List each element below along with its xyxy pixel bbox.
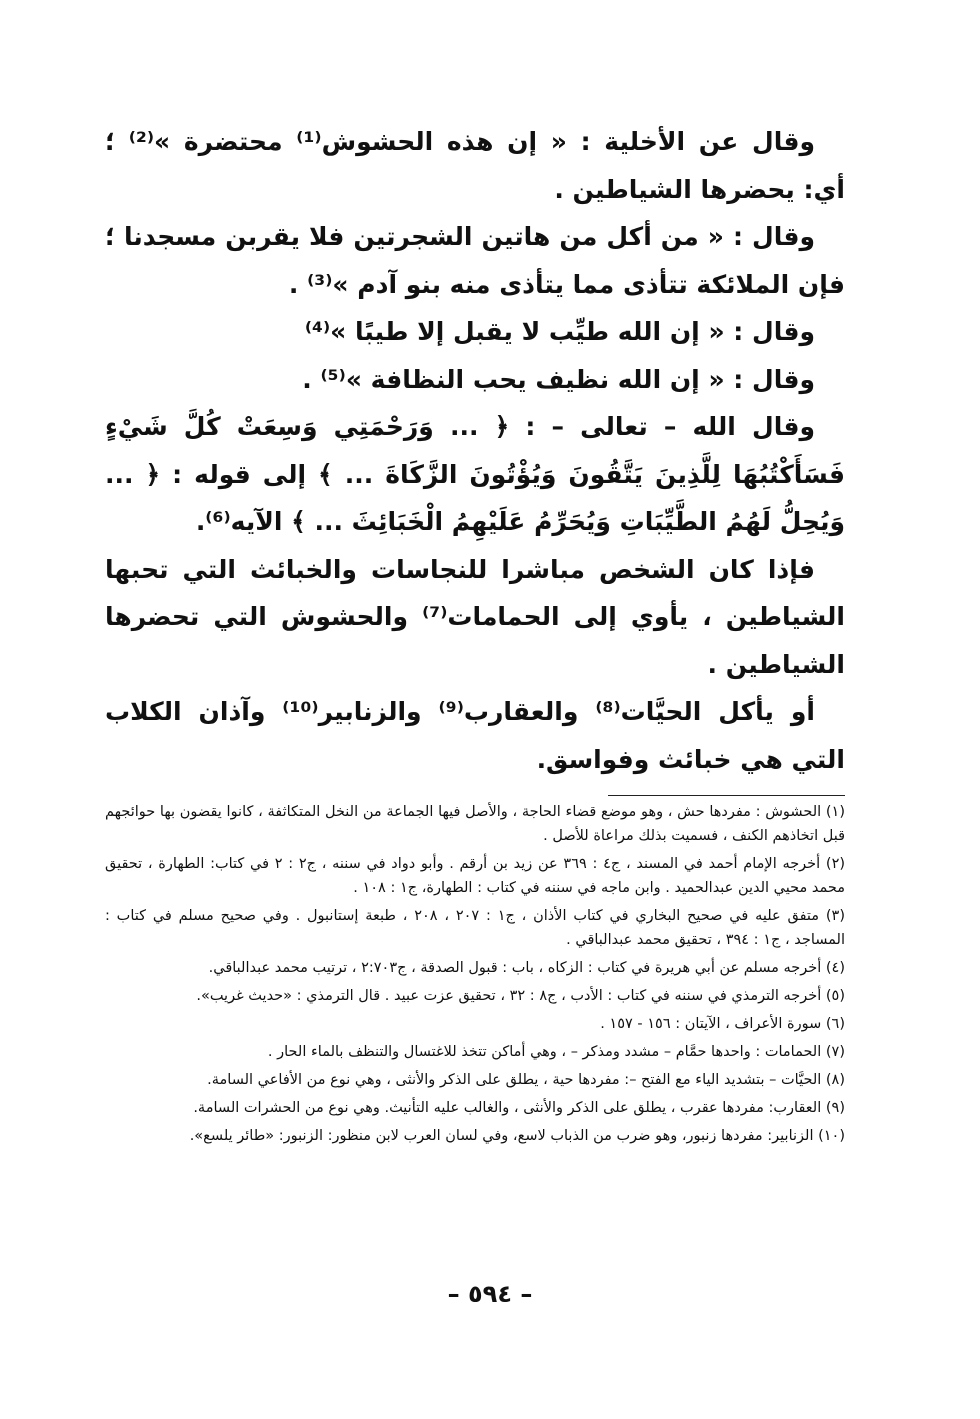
footnote-4: (٤) أخرجه مسلم عن أبي هريرة في كتاب : الزكاه ، باب : قبول الصدقة ، ج٢:٧٠٣ ، ترتيب محمد عبدالباقي. <box>208 960 845 976</box>
footnote-2: (٢) أخرجه الإمام أحمد في المسند ، ج٤ : ٣٦٩ عن زيد بن أرقم . وأبو دواد في سننه ، ج٢ : ٢ في كتاب: الطهارة ، تحقيق محمد محيي الدين عبدالحميد . وابن ماجه في سننه في كتاب : الطهارة، ج١ : ١٠٨ . <box>105 856 846 896</box>
paragraph-7: أو يأكل الحيَّات⁽⁸⁾ والعقارب⁽⁹⁾ والزنابير⁽¹⁰⁾ وآذان الكلاب التي هي خبائث وفواسق. <box>105 697 845 774</box>
footnote-5: (٥) أخرجه الترمذي في سننه في كتاب : الأدب ، ج٨ : ٣٢ ، تحقيق عزت عبيد . قال الترمذي : «حديث غريب». <box>196 988 845 1004</box>
paragraph-4: وقال : « إن الله نظيف يحب النظافة »⁽⁵⁾ . <box>302 364 815 394</box>
paragraph-6: فإذا كان الشخص مباشرا للنجاسات والخبائث التي تحبها الشياطين ، يأوي إلى الحمامات⁽⁷⁾ والحشوش التي تحضرها الشياطين . <box>105 554 846 679</box>
footnotes-section <box>105 800 845 1152</box>
body-text <box>105 118 845 783</box>
footnote-8: (٨) الحيَّات – بتشديد الياء مع الفتح –: مفردها حية ، يطلق على الذكر والأنثى ، وهي نوع من الأفاعي السامة. <box>207 1072 845 1088</box>
footnote-divider <box>608 795 845 796</box>
paragraph-2: وقال : « من أكل من هاتين الشجرتين فلا يقربن مسجدنا ؛ فإن الملائكة تتأذى مما يتأذى منه بنو آدم »⁽³⁾ . <box>105 222 845 299</box>
footnote-10: (١٠) الزنابير: مفردها زنبور، وهو ضرب من الذباب لاسع، وفي لسان العرب لابن منظور: الزنبور: «طائر يلسع». <box>189 1128 845 1144</box>
footnote-1: (١) الحشوش : مفردها حش ، وهو موضع قضاء الحاجة ، والأصل فيها الجماعة من النخل المتكاثفة ، كانوا يقضون بها حوائجهم قبل اتخاذهم الكنف ، فسميت بذلك مراعاة للأصل . <box>105 804 845 844</box>
paragraph-1: وقال عن الأخلية : « إن هذه الحشوش⁽¹⁾ محتضرة »⁽²⁾ ؛ أي: يحضرها الشياطين . <box>105 127 845 204</box>
paragraph-3: وقال : « إن الله طيِّب لا يقبل إلا طيبًا »⁽⁴⁾ <box>304 317 815 346</box>
footnote-3: (٣) متفق عليه في صحيح البخاري في كتاب الأذان ، ج١ : ٢٠٧ ، ٢٠٨ ، طبعة إستانبول . وفي صحيح مسلم في كتاب : المساجد ، ج١ : ٣٩٤ ، تحقيق محمد عبدالباقي . <box>105 908 845 948</box>
paragraph-5-quran-verse: وقال الله – تعالى – : ﴿ ... وَرَحْمَتِي وَسِعَتْ كُلَّ شَيْءٍ فَسَأَكْتُبُهَا لِلَّذِينَ يَتَّقُونَ وَيُؤْتُونَ الزَّكَاةَ ... ﴾ إلى قوله : ﴿ ... وَيُحِلُّ لَهُمُ الطَّيِّبَاتِ وَيُحَرِّمُ عَلَيْهِمُ الْخَبَائِثَ ... ﴾ الآيه⁽⁶⁾. <box>105 412 845 536</box>
footnote-6: (٦) سورة الأعراف ، الآيتان : ١٥٦ - ١٥٧ . <box>600 1016 845 1032</box>
footnote-9: (٩) العقارب: مفردها عقرب ، يطلق على الذكر والأنثى ، والغالب عليه التأنيث. وهي نوع من الحشرات السامة. <box>193 1100 845 1116</box>
page-number: – ٥٩٤ – <box>447 1280 533 1308</box>
footnote-7: (٧) الحمامات : واحدها حمَّام – مشدد ومذكر – ، وهي أماكن تتخذ للاغتسال والتنظف بالماء الحار . <box>267 1044 845 1060</box>
main-text-block <box>105 118 845 783</box>
